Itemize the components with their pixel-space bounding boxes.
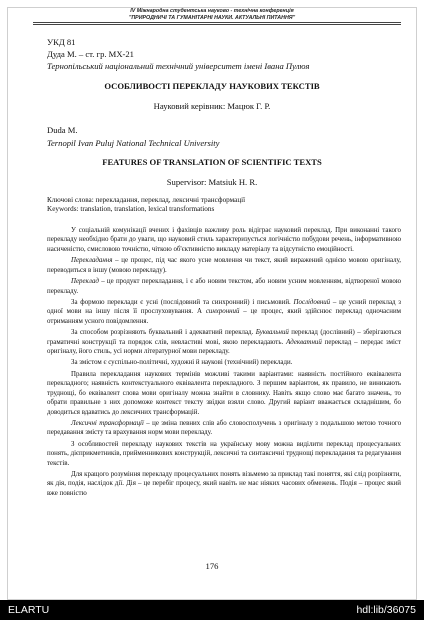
- header-rule: [33, 22, 401, 23]
- paragraph: [47, 277, 401, 296]
- udc-code: УКД 81: [47, 37, 76, 47]
- term: Перекладання: [71, 257, 113, 265]
- article-body: [47, 226, 401, 498]
- paragraph: [47, 256, 401, 275]
- title-ua: ОСОБЛИВОСТІ ПЕРЕКЛАДУ НАУКОВИХ ТЕКСТІВ: [104, 81, 320, 91]
- paragraph: [47, 419, 401, 438]
- paragraph-text: переклад – передає зміст оригіналу, його стиль, усі норми літературної мови перекладу.: [47, 338, 401, 355]
- conference-header-line2: "ПРИРОДНИЧІ ТА ГУМАНІТАРНІ НАУКИ. АКТУАЛЬНІ ПИТАННЯ": [128, 14, 296, 21]
- repository-footer: [0, 600, 424, 620]
- repository-name: ELARTU: [8, 604, 50, 616]
- paragraph: З особливостей перекладу наукових текстів на українську мову можна виділити переклад процесуальних понять, дієприкметників, прийменникових конструкцій, лексичні та синтаксичні труднощі перекладання та редагування текстів.: [47, 440, 401, 467]
- paragraph-text: За способом розрізняють буквальний і адекватний переклад.: [71, 329, 256, 337]
- author-en: Duda M.: [47, 125, 78, 135]
- paragraph-text: – це процес, який здійснює переклад одночасним отриманням усного повідомлення.: [47, 308, 401, 325]
- term: Буквальний: [255, 329, 289, 337]
- paragraph: [47, 328, 401, 356]
- paragraph: Для кращого розуміння перекладу процесуальних понять візьмемо за приклад такі поняття, які слід розрізняти, як дія, подія, наслідок дії. Дія – це перебіг процесу, який навіть не має ніяких часових обмежень. Подія – процес який вже повністю: [47, 470, 401, 497]
- keywords-ua: Ключові слова: перекладання, переклад, лексичні трансформації: [47, 196, 246, 204]
- paragraph-text: – це зміна певних слів або словосполучень з оригіналу з подальшою метою точного передавання змісту та врахування норм мови перекладу.: [47, 419, 402, 437]
- title-en: FEATURES OF TRANSLATION OF SCIENTIFIC TEXTS: [102, 157, 322, 167]
- supervisor-en: Supervisor: Matsiuk H. R.: [166, 177, 258, 187]
- term: синхронний: [205, 308, 240, 316]
- term: Адекватний: [286, 338, 322, 346]
- paragraph: У соціальній комунікації вчених і фахівців важливу роль відіграє науковий переклад. При виконанні такого перекладу необхідно брати до уваги, що науковий стиль характеризується логічністю побудови речень, інформативною насиченістю, смисловою точністю, чіткою об'єктивністю викладу матеріалу та відсутністю емоційності.: [47, 227, 401, 253]
- supervisor-ua: Науковий керівник: Мацюк Г. Р.: [153, 101, 271, 111]
- handle-identifier: hdl:lib/36075: [356, 604, 416, 616]
- paragraph: [47, 298, 401, 326]
- term: Переклад: [71, 278, 99, 286]
- header-rule-thin: [33, 24, 401, 25]
- paragraph-text: – це усний переклад з одної мови на іншу після її прослуховування. А: [47, 298, 401, 316]
- paragraph-text: – це продукт перекладання, і є або новим текстом, або новим усним мовленням, відтвореної мовою перекладу.: [47, 278, 401, 295]
- paragraph: За змістом є суспільно-політичні, художні й наукові (технічний) переклади.: [71, 359, 293, 367]
- keywords-en: Keywords: translation, translation, lexical transformations: [47, 205, 215, 213]
- conference-header-line1: IV Міжнародна студентська науково - технічна конференція: [130, 8, 294, 14]
- paragraph-text: За формою переклади є усні (послідовний та синхронний) і письмовий.: [71, 298, 294, 306]
- conference-header: [0, 8, 424, 21]
- paragraph-text: – це процес, під час якого усне мовлення чи текст, який виражений однією мовою оригіналу, переводиться в іншу (мовою перекладу).: [47, 257, 401, 274]
- paragraph: Правила перекладання наукових термінів можливі такими варіантами: наявність постійного еквівалента перекладного; наявність контекстуального еквівалента перекладного. З першим варіантом, як правило, не виникають труднощі, бо еквівалент слова мови оригіналу можна знайти в словнику. Навіть якщо слово має багато значень, то обрати правильне з них допоможе контекст тексту звідки взяли слово. Другий варіант вважається складнішим, бо доводиться вдаватись до лексичних трансформацій.: [47, 370, 401, 416]
- term: Послідовний: [293, 298, 331, 306]
- paragraph-text: переклад (дослівний) – зберігаються граматичні конструкції та порядок слів, невластиві мові, якою перекладають.: [47, 329, 401, 346]
- term: Лексичні трансформації: [71, 419, 144, 427]
- affiliation-en: Ternopil Ivan Puluj National Technical University: [47, 138, 220, 148]
- page-number: 176: [205, 561, 219, 571]
- affiliation-ua: Тернопільський національний технічний університет імені Івана Пулюя: [47, 61, 310, 71]
- author-ua: Дуда М. – ст. гр. МХ-21: [47, 49, 134, 59]
